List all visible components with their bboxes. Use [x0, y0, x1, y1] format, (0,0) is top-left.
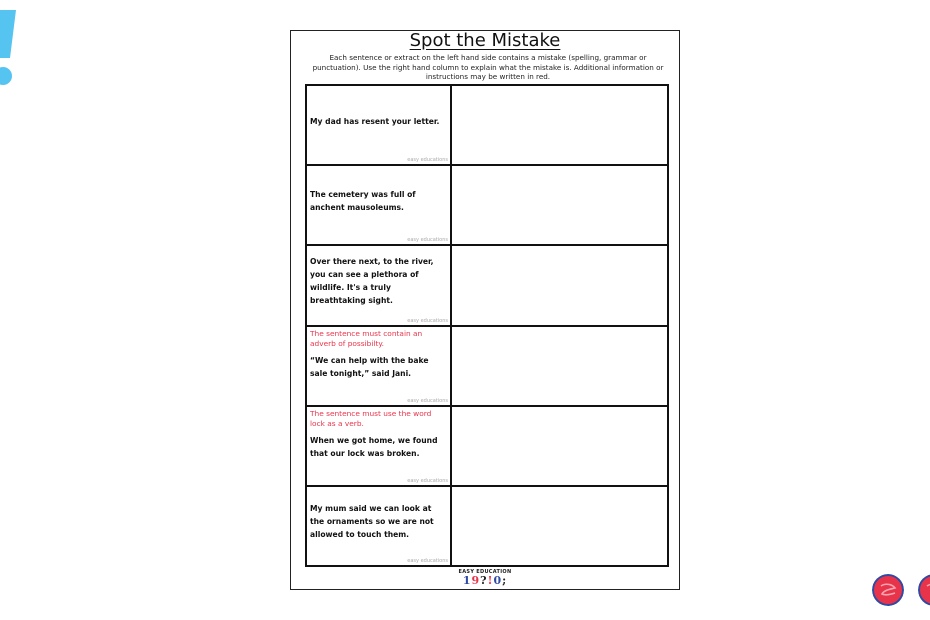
answer-cell[interactable] — [452, 86, 667, 164]
sentence-text: Over there next, to the river, you can see a plethora of wildlife. It's a truly breathtaking sight. — [310, 257, 434, 306]
easy-education-logo — [291, 569, 679, 587]
answer-cell[interactable] — [452, 327, 667, 405]
instructions-text: Each sentence or extract on the left hand side contains a mistake (spelling, grammar or punctuation). Use the right hand column to explain what the mistake is. Additional information or instructions may be written in red. — [312, 53, 664, 81]
sentence-text: When we got home, we found that our lock was broken. — [310, 435, 438, 458]
answer-cell[interactable] — [452, 487, 667, 565]
sentence-cell — [307, 166, 452, 244]
sentence-text: My dad has resent your letter. — [310, 116, 440, 126]
sentence-cell — [307, 407, 452, 485]
scribble-badge-icon[interactable] — [872, 574, 904, 606]
table-row — [307, 86, 667, 166]
title-text: Spot the Mistake — [409, 30, 561, 51]
sentence-text: My mum said we can look at the ornaments so we are not allowed to touch them. — [310, 504, 434, 540]
watermark: easy educations — [407, 477, 448, 484]
page-title — [291, 31, 679, 51]
watermark: easy educations — [407, 397, 448, 404]
sentence-text: The cemetery was full of anchent mausoleums. — [310, 190, 416, 213]
watermark: easy educations — [407, 237, 448, 244]
sentence-cell — [307, 327, 452, 405]
table-row — [307, 246, 667, 326]
answer-cell[interactable] — [452, 166, 667, 244]
sentence-cell — [307, 487, 452, 565]
table-row — [307, 327, 667, 407]
mistake-table — [305, 84, 669, 567]
sentence-cell — [307, 86, 452, 164]
worksheet-page — [290, 30, 680, 590]
answer-cell[interactable] — [452, 246, 667, 324]
watermark: easy educations — [407, 157, 448, 164]
table-row — [307, 487, 667, 565]
logo-label: EASY EDUCATION — [458, 569, 512, 575]
watermark: easy educations — [407, 558, 448, 565]
scribble-badge-icon[interactable] — [918, 574, 930, 606]
sentence-text: “We can help with the bake sale tonight,” said Jani. — [310, 355, 429, 378]
table-row — [307, 407, 667, 487]
red-instruction-note: The sentence must use the word lock as a verb. — [310, 408, 432, 428]
exclamation-mark-icon — [0, 8, 18, 86]
table-row — [307, 166, 667, 246]
red-instruction-note: The sentence must contain an adverb of possibilty. — [310, 328, 423, 348]
logo-mark: 19?!0; — [462, 574, 508, 587]
sentence-cell — [307, 246, 452, 324]
answer-cell[interactable] — [452, 407, 667, 485]
watermark: easy educations — [407, 317, 448, 324]
